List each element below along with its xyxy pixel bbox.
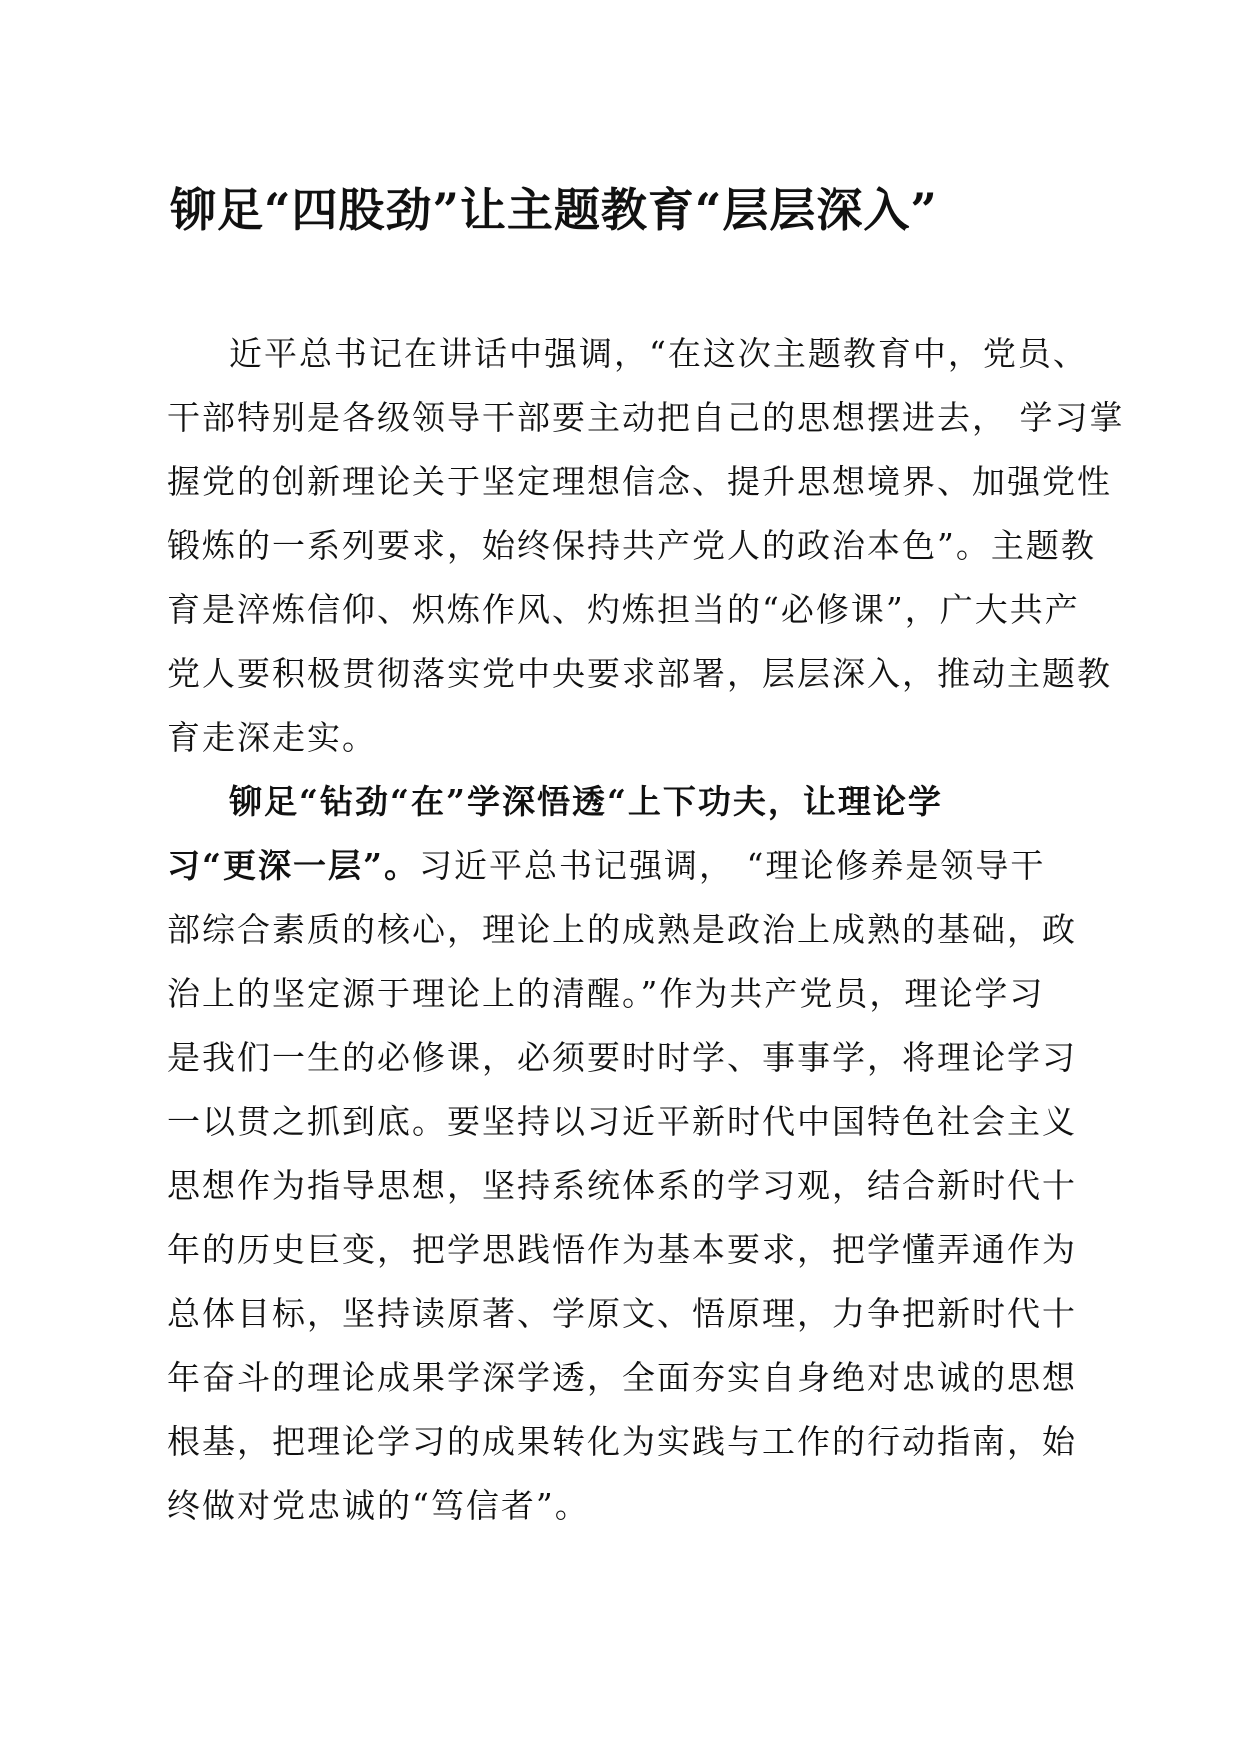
paragraph-1-line: 育走深走实。 xyxy=(167,718,377,757)
paragraph-2-line xyxy=(167,770,1077,834)
paragraph-1-line: 握党的创新理论关于坚定理想信念、提升思想境界、加强党性 xyxy=(167,462,1112,501)
paragraph-2-line: 是我们一生的必修课，必须要时时学、事事学，将理论学习 xyxy=(167,1038,1077,1077)
paragraph-2-text: 习近平总书记强调， “理论修养是领导干 xyxy=(418,846,1046,885)
paragraph-1-line: 干部特别是各级领导干部要主动把自己的思想摆进去， 学习掌 xyxy=(167,398,1125,437)
paragraph-2-line: 思想作为指导思想，坚持系统体系的学习观，结合新时代十 xyxy=(167,1166,1077,1205)
paragraph-2-lead: 习“更深一层”。 xyxy=(167,846,419,885)
paragraph-1-line: 近平总书记在讲话中强调，“在这次主题教育中，党员、 xyxy=(229,334,1088,373)
paragraph-1-line: 锻炼的一系列要求，始终保持共产党人的政治本色”。主题教 xyxy=(167,526,1096,565)
paragraph-2-line: 治上的坚定源于理论上的清醒。”作为共产党员，理论学习 xyxy=(167,974,1045,1013)
paragraph-1-line: 育是淬炼信仰、炽炼作风、灼炼担当的“必修课”，广大共产 xyxy=(167,590,1080,629)
paragraph-2-line: 一以贯之抓到底。要坚持以习近平新时代中国特色社会主义 xyxy=(167,1102,1077,1141)
paragraph-2-lead: 铆足“钻劲“在”学深悟透“上下功夫，让理论学 xyxy=(229,782,943,821)
paragraph-2-line: 年奋斗的理论成果学深学透，全面夯实自身绝对忠诚的思想 xyxy=(167,1358,1077,1397)
document-title: 铆足“四股劲”让主题教育“层层深入” xyxy=(170,183,938,237)
paragraph-1-line: 党人要积极贯彻落实党中央要求部署，层层深入，推动主题教 xyxy=(167,654,1112,693)
paragraph-2-line: 终做对党忠诚的“笃信者”。 xyxy=(167,1486,590,1525)
paragraph-2-line: 总体目标，坚持读原著、学原文、悟原理，力争把新时代十 xyxy=(167,1294,1077,1333)
paragraph-2-line: 根基，把理论学习的成果转化为实践与工作的行动指南，始 xyxy=(167,1422,1077,1461)
paragraph-2-line: 年的历史巨变，把学思践悟作为基本要求，把学懂弄通作为 xyxy=(167,1230,1077,1269)
paragraph-2-line xyxy=(167,834,1077,898)
paragraph-2-line: 部综合素质的核心，理论上的成熟是政治上成熟的基础，政 xyxy=(167,910,1077,949)
document-body xyxy=(167,322,1125,1538)
